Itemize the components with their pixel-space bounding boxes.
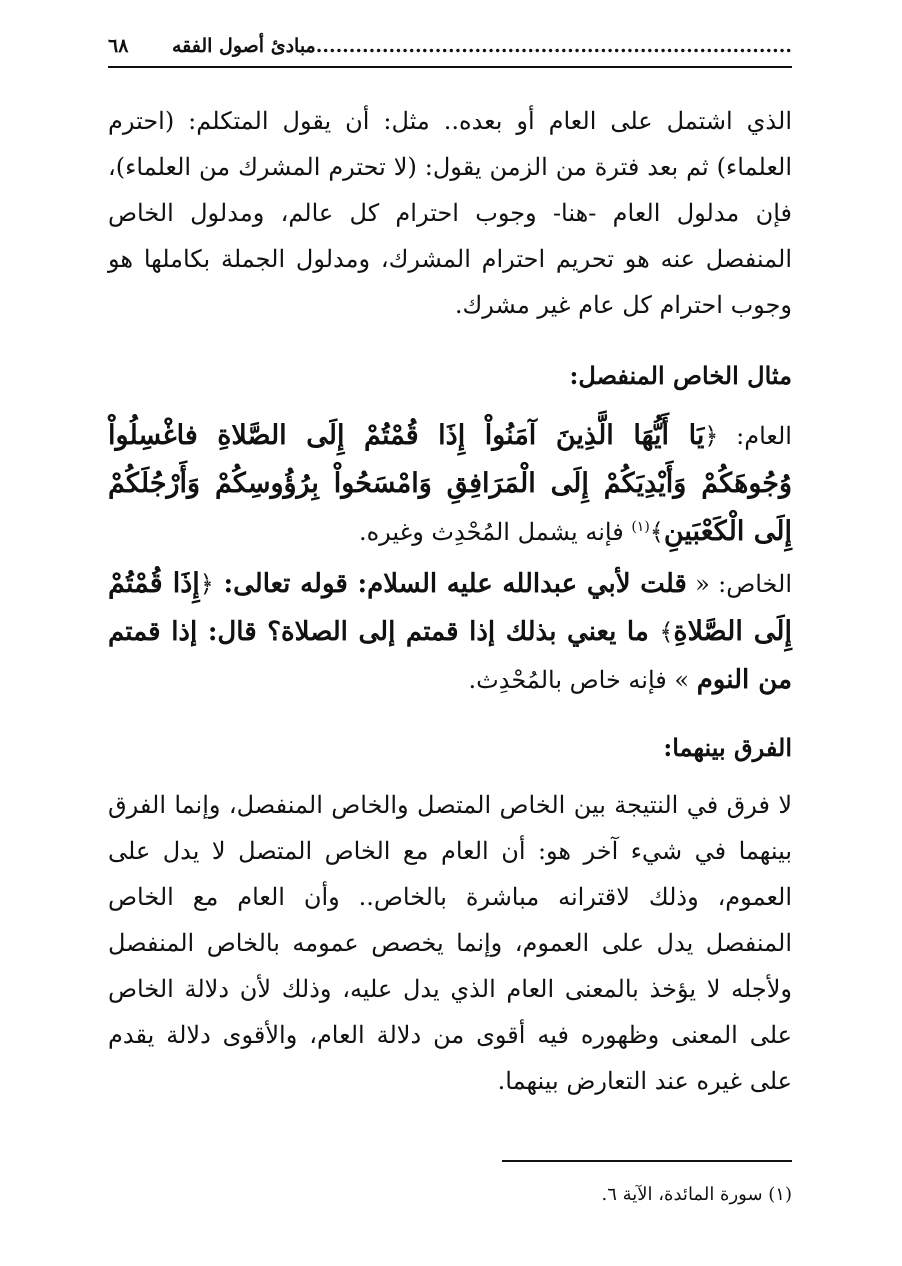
footnote-rule [502, 1160, 792, 1162]
close-bracket: ﴾ [649, 518, 664, 546]
specific-intro: قلت لأبي عبدالله عليه السلام: قوله تعالى: [213, 569, 687, 599]
book-page [108, 0, 792, 1266]
open-bracket: ﴿ [199, 570, 214, 598]
specific-tail: » فإنه خاص بالمُحْدِث. [468, 666, 697, 694]
specific-verse: إِذَا قُمْتُمْ إِلَى الصَّلاةِ [108, 568, 792, 647]
open-bracket: ﴿ [704, 422, 719, 450]
header-rule [108, 66, 792, 68]
close-bracket: ﴾ [659, 618, 674, 646]
general-label: العام: [718, 422, 792, 450]
general-example [108, 412, 792, 556]
heading-example: مثال الخاص المنفصل: [569, 361, 792, 390]
paragraph-intro: الذي اشتمل على العام أو بعده.. مثل: أن يقول المتكلم: (احترم العلماء) ثم بعد فترة من الزمن يقول: (لا تحترم المشرك من العلماء)، فإن مدلول العام -هنا- وجوب احترام كل عالم، ومدلول الخاص المنفصل عنه هو تحريم احترام المشرك، ومدلول الجملة بكاملها هو وجوب احترام كل عام غير مشرك. [108, 107, 792, 319]
general-verse: يَا أَيُّهَا الَّذِينَ آمَنُواْ إِذَا قُمْتُمْ إِلَى الصَّلاةِ فاغْسِلُواْ وُجُوهَكُمْ وَأَيْدِيَكُمْ إِلَى الْمَرَافِقِ وَامْسَحُواْ بِرُؤُوسِكُمْ وَأَرْجُلَكُمْ إِلَى الْكَعْبَينِ [108, 420, 792, 547]
heading-difference: الفرق بينهما: [663, 733, 792, 762]
footnote: (١) سورة المائدة، الآية ٦. [601, 1184, 792, 1205]
general-tail: فإنه يشمل المُحْدِث وغيره. [358, 518, 632, 546]
specific-example [108, 560, 792, 704]
specific-label: الخاص: « [686, 570, 793, 598]
paragraph-difference: لا فرق في النتيجة بين الخاص المتصل والخاص المنفصل، وإنما الفرق بينهما في شيء آخر هو: أن العام مع الخاص المتصل لا يدل على العموم، وذلك لاقترانه مباشرة بالخاص.. وأن العام مع الخاص المنفصل يدل على العموم، وإنما يخصص عمومه بالخاص المنفصل ولأجله لا يؤخذ بالمعنى العام الذي يدل عليه، وذلك لأن دلالة الخاص على المعنى وظهوره فيه أقوى من دلالة العام، والأقوى دلالة يقدم على غيره عند التعارض بينهما. [108, 791, 792, 1095]
page-number: ٦٨ [108, 35, 129, 57]
running-title: ........................................................................مبادئ أصول الفقه [171, 35, 792, 57]
specific-question: ما يعني بذلك إذا قمتم إلى الصلاة؟ قال: إذا قمتم من النوم [108, 617, 792, 695]
page-header [108, 30, 792, 62]
footnote-ref: (١) [631, 519, 650, 535]
